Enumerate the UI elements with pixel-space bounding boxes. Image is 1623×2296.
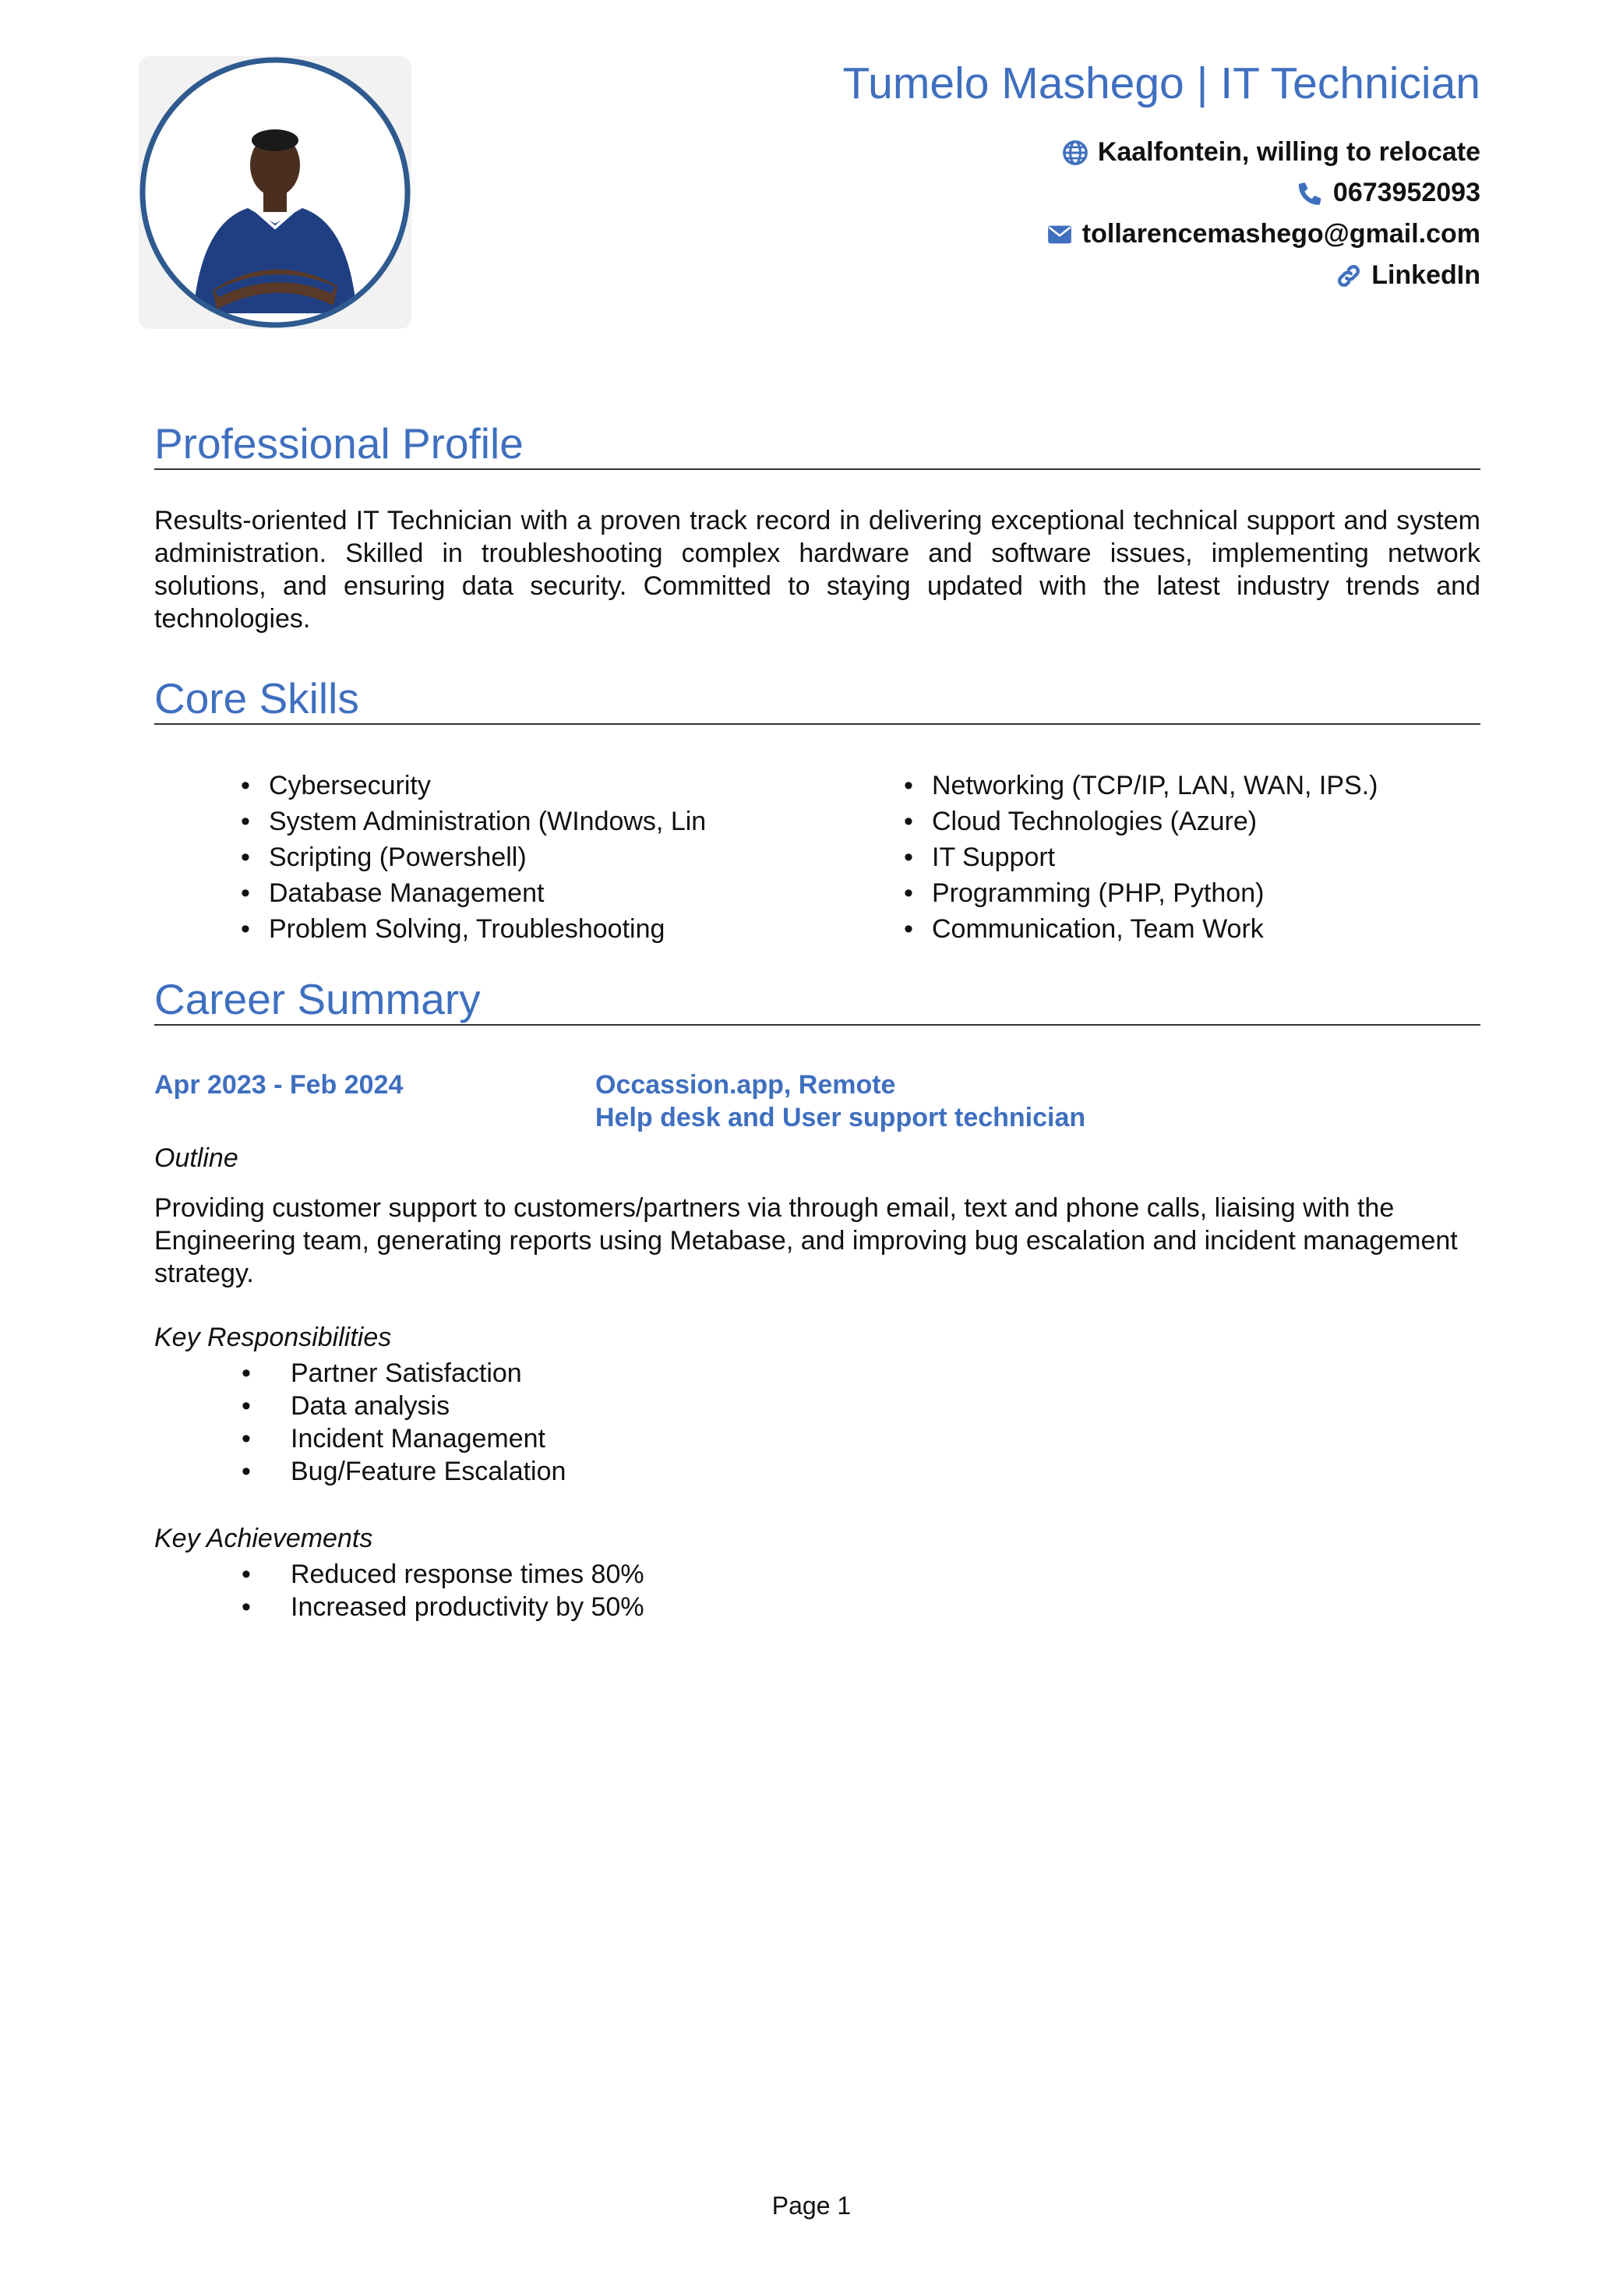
link-icon	[1335, 263, 1362, 289]
linkedin-link[interactable]: LinkedIn	[1371, 260, 1480, 290]
contact-linkedin[interactable]	[1335, 260, 1480, 291]
skill-item: • Database Management	[269, 875, 706, 911]
skills-list-right	[932, 768, 1378, 947]
job-dates: Apr 2023 - Feb 2024	[154, 1070, 404, 1100]
job-role: Help desk and User support technician	[595, 1103, 1086, 1132]
responsibilities-list	[291, 1357, 566, 1488]
contact-location	[1062, 137, 1480, 168]
skill-item: • Programming (PHP, Python)	[932, 875, 1378, 911]
list-item: • Bug/Feature Escalation	[291, 1455, 566, 1488]
skill-item: • Cloud Technologies (Azure)	[932, 804, 1378, 839]
list-item: • Data analysis	[291, 1390, 566, 1422]
contact-phone[interactable]	[1297, 178, 1480, 208]
skill-item: • Cybersecurity	[269, 768, 706, 804]
profile-photo-image	[139, 56, 411, 329]
list-item: • Partner Satisfaction	[291, 1357, 566, 1390]
phone-icon	[1297, 180, 1324, 207]
globe-icon	[1062, 140, 1088, 166]
list-item: • Reduced response times 80%	[291, 1558, 644, 1591]
section-title-career: Career Summary	[154, 977, 1480, 1026]
skill-item: • IT Support	[932, 839, 1378, 875]
outline-paragraph: Providing customer support to customers/partners via through email, text and phone calls, liaising with the Engineering team, generating reports using Metabase, and improving bug escalation and incident management strategy.	[154, 1193, 1458, 1288]
list-item: • Increased productivity by 50%	[291, 1591, 644, 1623]
list-item: • Incident Management	[291, 1422, 566, 1455]
skill-item: • Scripting (Powershell)	[269, 839, 706, 875]
email-text: tollarencemashego@gmail.com	[1081, 219, 1480, 249]
skill-item: • System Administration (WIndows, Lin	[269, 804, 706, 839]
profile-paragraph: Results-oriented IT Technician with a proven track record in delivering exceptional technical support and system administration. Skilled in troubleshooting complex hardware and software issues, implementing network solutions, and ensuring data security. Committed to staying updated with the latest industry trends and technologies.	[154, 506, 1480, 634]
candidate-name: Tumelo Mashego | IT Technician	[842, 58, 1480, 108]
skills-list-left	[269, 768, 706, 947]
section-title-profile: Professional Profile	[154, 421, 1480, 470]
profile-photo	[139, 56, 411, 329]
envelope-icon	[1046, 221, 1073, 248]
responsibilities-label: Key Responsibilities	[154, 1323, 392, 1352]
skill-item: • Networking (TCP/IP, LAN, WAN, IPS.)	[932, 768, 1378, 804]
location-text: Kaalfontein, willing to relocate	[1097, 137, 1480, 167]
skill-item: • Communication, Team Work	[932, 911, 1378, 947]
contact-email[interactable]	[1046, 219, 1480, 249]
phone-text: 0673952093	[1332, 178, 1480, 207]
job-company: Occassion.app, Remote	[595, 1070, 896, 1100]
achievements-label: Key Achievements	[154, 1524, 373, 1553]
page-number: Page 1	[771, 2192, 852, 2220]
skill-item: • Problem Solving, Troubleshooting	[269, 911, 706, 947]
achievements-list	[291, 1558, 644, 1623]
outline-label: Outline	[154, 1143, 238, 1173]
section-title-skills: Core Skills	[154, 676, 1480, 725]
